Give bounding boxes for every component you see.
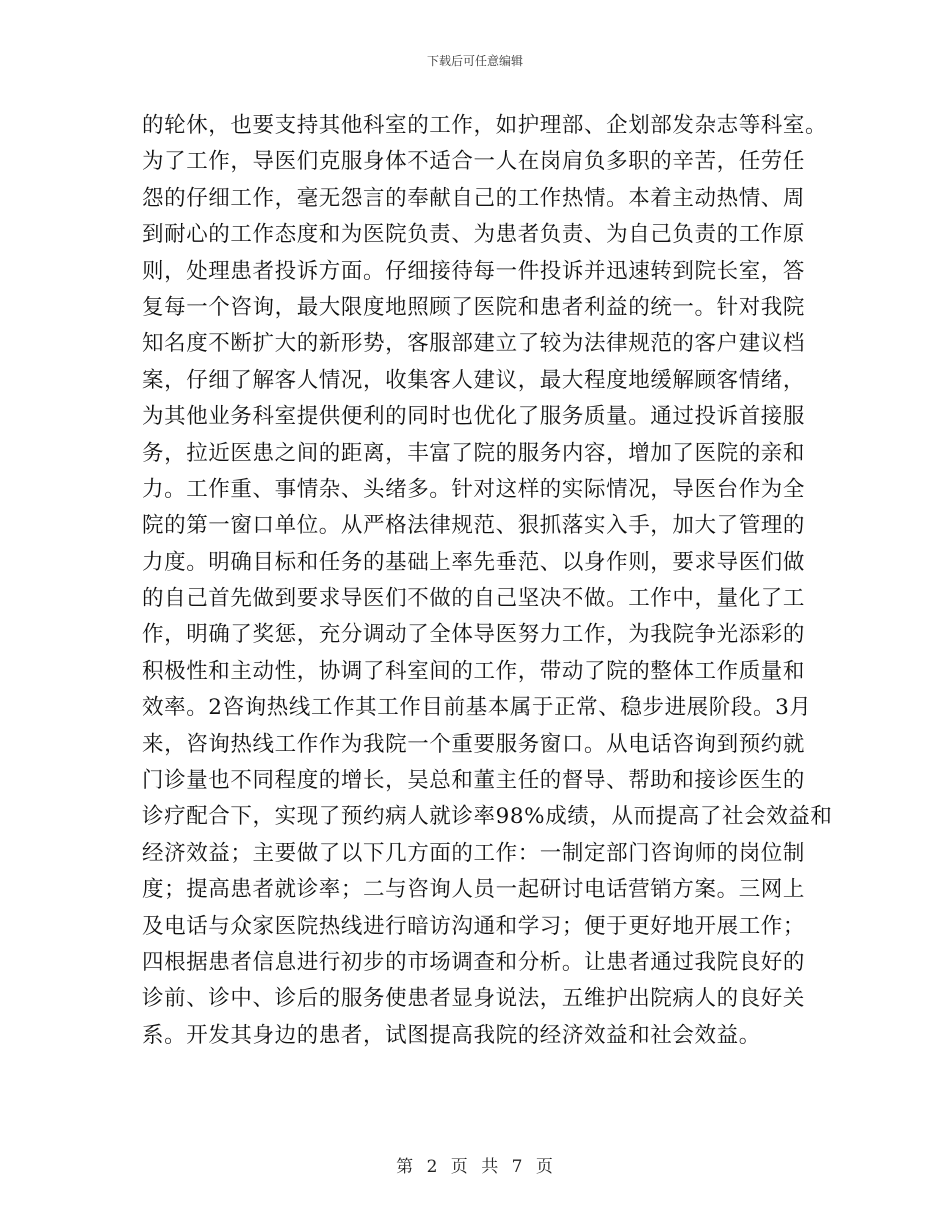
text-line: 的自己首先做到要求导医们不做的自己坚决不做。工作中，量化了工 — [142, 586, 806, 612]
page-header-note: 下载后可任意编辑 — [426, 54, 523, 68]
text-line: 怨的仔细工作，毫无怨言的奉献自己的工作热情。本着主动热情、周 — [142, 185, 806, 211]
text-line: 到耐心的工作态度和为医院负责、为患者负责、为自己负责的工作原 — [142, 222, 806, 248]
text-line: 则，处理患者投诉方面。仔细接待每一件投诉并迅速转到院长室，答 — [142, 258, 806, 284]
text-line: 的轮休，也要支持其他科室的工作，如护理部、企划部发杂志等科室。 — [142, 113, 828, 138]
text-line: 务，拉近医患之间的距离，丰富了院的服务内容，增加了医院的亲和 — [142, 440, 806, 466]
text-line: 及电话与众家医院热线进行暗访沟通和学习；便于更好地开展工作； — [142, 913, 806, 939]
text-line: 系。开发其身边的患者，试图提高我院的经济效益和社会效益。 — [142, 1022, 761, 1048]
text-line: 知名度不断扩大的新形势，客服部建立了较为法律规范的客户建议档 — [142, 331, 806, 357]
text-line: 为其他业务科室提供便利的同时也优化了服务质量。通过投诉首接服 — [142, 404, 806, 430]
text-line: 四根据患者信息进行初步的市场调查和分析。让患者通过我院良好的 — [142, 949, 806, 975]
text-line: 来，咨询热线工作作为我院一个重要服务窗口。从电话咨询到预约就 — [142, 731, 806, 757]
text-line: 积极性和主动性，协调了科室间的工作，带动了院的整体工作质量和 — [142, 658, 806, 684]
text-line: 为了工作，导医们克服身体不适合一人在岗肩负多职的辛苦，任劳任 — [142, 149, 806, 175]
text-line: 复每一个咨询，最大限度地照顾了医院和患者利益的统一。针对我院 — [142, 294, 806, 320]
text-line: 门诊量也不同程度的增长，吴总和董主任的督导、帮助和接诊医生的 — [142, 768, 806, 794]
text-line: 院的第一窗口单位。从严格法律规范、狠抓落实入手，加大了管理的 — [142, 513, 806, 539]
text-line: 案，仔细了解客人情况，收集客人建议，最大程度地缓解顾客情绪， — [142, 367, 806, 393]
text-line: 作，明确了奖惩，充分调动了全体导医努力工作，为我院争光添彩的 — [142, 622, 806, 648]
body-text — [142, 108, 833, 1054]
text-line: 力度。明确目标和任务的基础上率先垂范、以身作则，要求导医们做 — [142, 549, 806, 575]
text-line: 诊疗配合下，实现了预约病人就诊率98%成绩，从而提高了社会效益和 — [142, 804, 833, 830]
text-line: 诊前、诊中、诊后的服务使患者显身说法，五维护出院病人的良好关 — [142, 986, 806, 1012]
text-line: 度；提高患者就诊率；二与咨询人员一起研讨电话营销方案。三网上 — [142, 877, 806, 903]
text-line: 经济效益；主要做了以下几方面的工作：一制定部门咨询师的岗位制 — [142, 840, 806, 866]
text-line: 力。工作重、事情杂、头绪多。针对这样的实际情况，导医台作为全 — [142, 476, 806, 502]
page-number-footer: 第 2 页 共 7 页 — [396, 1157, 554, 1177]
text-line: 效率。2咨询热线工作其工作目前基本属于正常、稳步进展阶段。3月 — [142, 695, 812, 721]
